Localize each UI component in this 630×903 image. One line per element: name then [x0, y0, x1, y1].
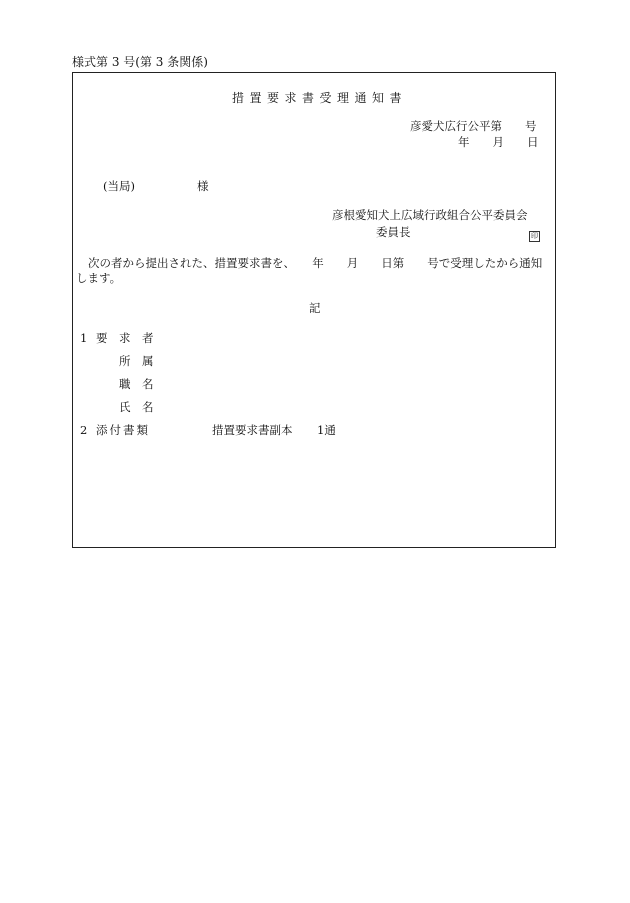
item-1-label: 要 求 者 [96, 331, 154, 345]
seal-glyph: 印 [531, 232, 538, 240]
notice-body-line-2: します。 [76, 271, 122, 285]
sender-organization: 彦根愛知犬上広域行政組合公平委員会 [332, 208, 528, 222]
recipient-label: (当局) [103, 179, 135, 193]
item-1-affiliation-label: 所 属 [119, 354, 154, 368]
document-number: 彦愛犬広行公平第 号 [410, 119, 537, 133]
item-2-number: 2 [80, 423, 88, 437]
item-1-name-label: 氏 名 [119, 400, 154, 414]
form-number-label: 様式第 3 号(第 3 条関係) [72, 55, 208, 69]
item-1-position-label: 職 名 [119, 377, 154, 391]
notice-title: 措置要求書受理通知書 [232, 91, 408, 105]
item-2-document: 措置要求書副本 [212, 423, 293, 437]
seal-mark-icon [529, 227, 540, 242]
issue-date: 年 月 日 [458, 135, 539, 149]
recipient-honorific: 様 [197, 179, 209, 193]
item-1-number: 1 [80, 331, 88, 345]
item-2-quantity: 1通 [317, 423, 336, 437]
item-2-label: 添付書類 [96, 423, 150, 437]
notice-body-line-1: 次の者から提出された、措置要求書を、 年 月 日第 号で受理したから通知 [88, 256, 543, 270]
ki-heading: 記 [309, 301, 321, 315]
sender-title: 委員長 [376, 225, 411, 239]
